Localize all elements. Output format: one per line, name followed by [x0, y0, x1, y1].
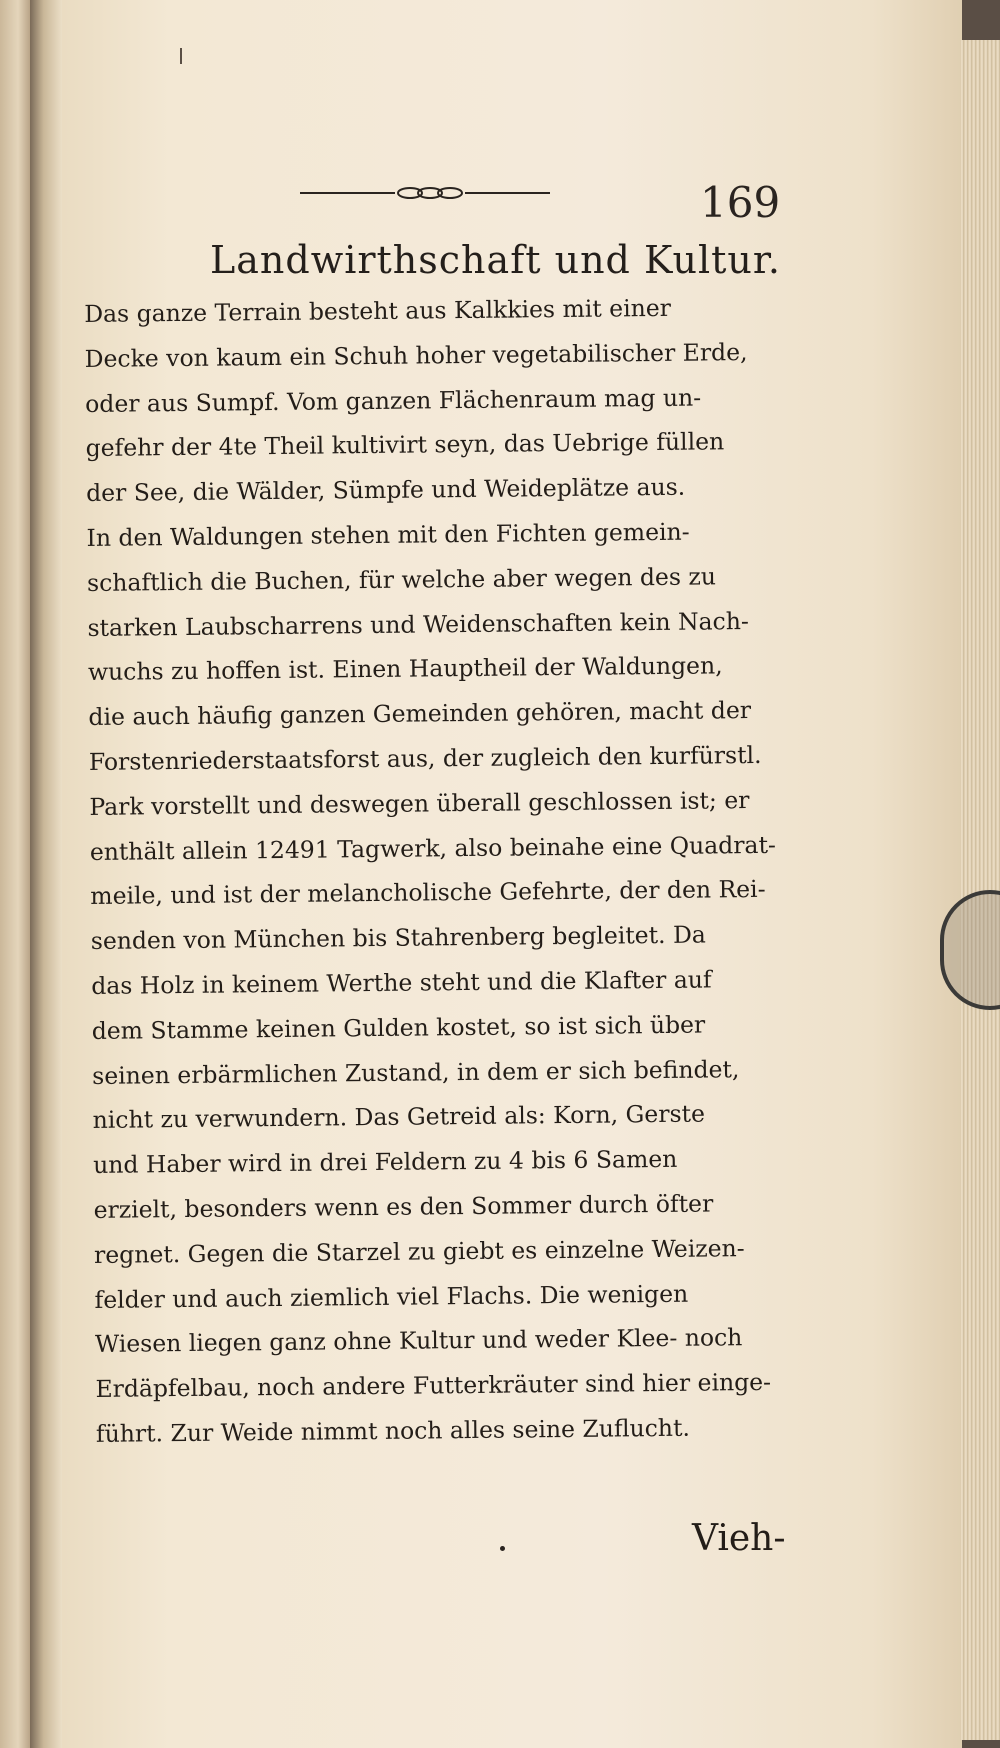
text-line: Park vorstellt und deswegen überall geschlossen ist; er [89, 785, 750, 821]
text-line: Decke von kaum ein Schuh hoher vegetabilischer Erde, [84, 337, 748, 373]
text-line: Wiesen liegen ganz ohne Kultur und weder Klee- noch [94, 1323, 743, 1359]
text-line: erzielt, besonders wenn es den Sommer durch öfter [93, 1189, 714, 1224]
text-line: nicht zu verwundern. Das Getreid als: Korn, Gerste [92, 1099, 706, 1135]
text-line: In den Waldungen stehen mit den Fichten gemein- [86, 517, 690, 552]
text-line: führt. Zur Weide nimmt noch alles seine Zuflucht. [95, 1413, 691, 1448]
text-line: regnet. Gegen die Starzel zu giebt es einzelne Weizen- [93, 1233, 745, 1269]
text-line: Erdäpfelbau, noch andere Futterkräuter sind hier einge- [95, 1367, 772, 1404]
catchword: Vieh- [692, 1518, 786, 1559]
section-heading: Landwirthschaft und Kultur. [210, 238, 781, 282]
text-line: felder und auch ziemlich viel Flachs. Die wenigen [94, 1279, 689, 1314]
text-line: die auch häufig ganzen Gemeinden gehören, macht der [88, 696, 752, 732]
text-line: der See, die Wälder, Sümpfe und Weideplätze aus. [85, 472, 686, 508]
ink-dot [500, 1546, 505, 1551]
ink-mark [180, 48, 182, 64]
text-line: das Holz in keinem Werthe steht und die Klafter auf [91, 965, 712, 1000]
book-gutter [30, 0, 64, 1748]
text-line: enthält allein 12491 Tagwerk, also beinahe eine Quadrat- [89, 830, 777, 866]
text-line: starken Laubscharrens und Weidenschaften kein Nach- [87, 606, 749, 642]
text-line: gefehr der 4te Theil kultivirt seyn, das Uebrige füllen [85, 427, 725, 463]
text-line: senden von München bis Stahrenberg begleitet. Da [90, 920, 707, 956]
text-line: Forstenriederstaatsforst aus, der zugleich den kurfürstl. [88, 740, 762, 776]
text-line: oder aus Sumpf. Vom ganzen Flächenraum mag un- [85, 383, 702, 418]
text-line: wuchs zu hoffen ist. Einen Hauptheil der Waldungen, [87, 651, 723, 687]
body-text [84, 284, 816, 1456]
ornament-rule [300, 185, 550, 201]
text-line: dem Stamme keinen Gulden kostet, so ist sich über [91, 1010, 706, 1045]
text-line: Das ganze Terrain besteht aus Kalkkies mit einer [84, 293, 672, 328]
text-line: und Haber wird in drei Feldern zu 4 bis 6 Samen [92, 1144, 678, 1180]
page-number: 169 [700, 178, 781, 227]
text-line: seinen erbärmlichen Zustand, in dem er sich befindet, [92, 1054, 740, 1090]
text-line: schaftlich die Buchen, für welche aber wegen des zu [86, 562, 717, 597]
text-line: meile, und ist der melancholische Gefehrte, der den Rei- [90, 875, 766, 911]
facing-page-edge [0, 0, 30, 1748]
